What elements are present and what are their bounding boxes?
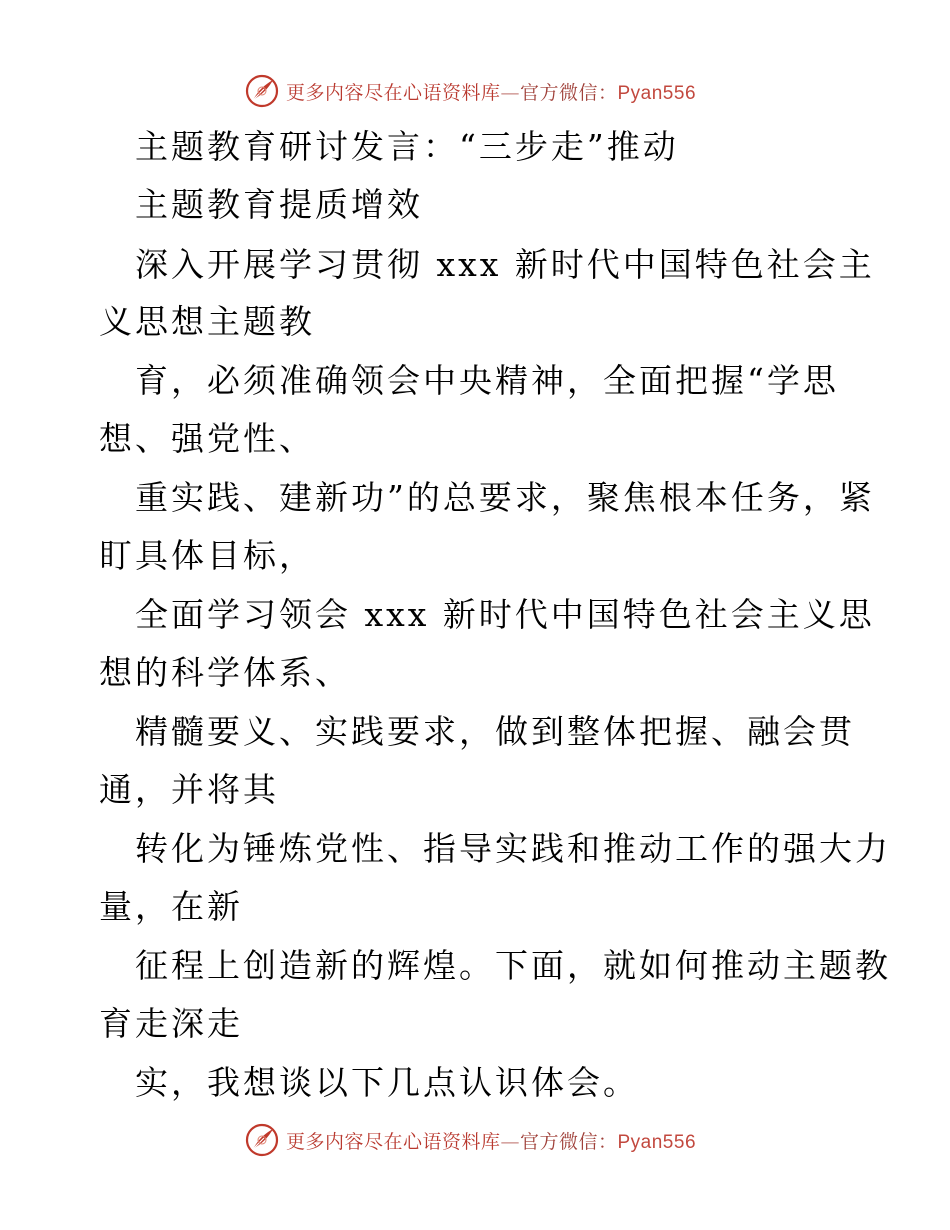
paragraph-line: 育走深走 (99, 1004, 243, 1043)
paragraph-line: 深入开展学习贯彻 xxx 新时代中国特色社会主 (135, 245, 875, 284)
watermark-dash: — (500, 1130, 520, 1153)
watermark-group (244, 73, 696, 109)
watermark-lead: 更多内容尽在心语资料库 (285, 1130, 501, 1153)
title-line-1: 主题教育研讨发言：“三步走”推动 (135, 127, 679, 166)
watermark-text (286, 78, 696, 105)
paragraph-line: 想的科学体系、 (99, 653, 351, 692)
watermark-dash: — (500, 81, 520, 104)
paragraph-line: 实，我想谈以下几点认识体会。 (135, 1063, 639, 1102)
watermark-account: Pyan556 (617, 1131, 697, 1153)
watermark-official: 官方微信： (519, 1130, 618, 1153)
watermark-lead: 更多内容尽在心语资料库 (285, 81, 501, 104)
paragraph-line: 育，必须准确领会中央精神，全面把握“学思 (135, 361, 839, 400)
feather-pen-logo-icon (244, 1122, 280, 1158)
paragraph-line: 想、强党性、 (99, 419, 315, 458)
paragraph-line: 量，在新 (99, 887, 243, 926)
watermark-text (286, 1127, 696, 1154)
paragraph-line: 重实践、建新功”的总要求，聚焦根本任务，紧 (135, 478, 875, 517)
watermark-group (244, 1122, 696, 1158)
watermark-account: Pyan556 (617, 82, 697, 104)
footer-watermark (0, 1120, 950, 1160)
title-line-2: 主题教育提质增效 (135, 185, 423, 224)
feather-pen-logo-icon (244, 73, 280, 109)
paragraph-line: 征程上创造新的辉煌。下面，就如何推动主题教 (135, 946, 891, 985)
paragraph-line: 盯具体目标， (99, 536, 315, 575)
header-watermark (0, 71, 950, 111)
paragraph-line: 义思想主题教 (99, 302, 315, 341)
paragraph-line: 转化为锤炼党性、指导实践和推动工作的强大力 (135, 829, 891, 868)
paragraph-line: 全面学习领会 xxx 新时代中国特色社会主义思 (135, 595, 875, 634)
paragraph-line: 通，并将其 (99, 770, 279, 809)
paragraph-line: 精髓要义、实践要求，做到整体把握、融会贯 (135, 712, 855, 751)
watermark-official: 官方微信： (519, 81, 618, 104)
